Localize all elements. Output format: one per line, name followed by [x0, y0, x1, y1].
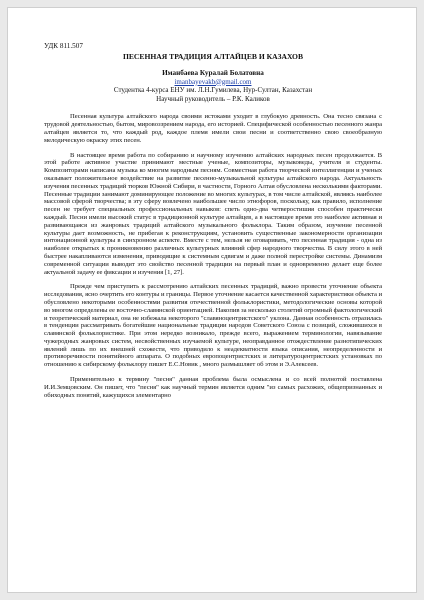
body-paragraph: В настоящее время работа по собиранию и научному изучению алтайских народных песен продолжается. В этой работе активное участие принимают местные ученые, композиторы, музыковеды, учителя и студенты. Композиторами написана музыка ко многим народным песням. Совместная работа творческой интеллигенции и ученых оказывает положительное воздействие на развитие песенно-музыкальной культуры алтайского народа. Актуальность изучения песенных традиций тюрков Южной Сибири, в частности, Горного Алтая обусловлена несколькими факторами. Песенные традиции занимают доминирующее положение во многих культурах, в том числе алтайской, являясь наиболее массовой сферой творчества; в эту сферу вовлечено наибольшее число этнофоров, поскольку, как правило, исполнение песен не требует специальных профессиональных навыков: спеть одно-два четверостишия способен практически каждый. Песни имели высокий статус в традиционной культуре алтайцев, а в настоящее время это наиболее активная и развивающаяся из жанровых традиций алтайского музыкального фольклора. Таким образом, изучение песенной культуры дает возможность, не прибегая к реконструкциям, установить существенные закономерности организации интонационной культуры в синхронном аспекте. Вместе с тем, нельзя не оговаривать, что песенная традиция - одна из наиболее открытых к проникновению различных культурных влияний сфер народного творчества. В силу этого в ней быстрее накапливаются изменения, приводящие к системным сдвигам и даже полной перестройке системы. Динамизм современной ситуации выводит это свойство песенной традиции на первый план и одновременно делает еще более актуальной задачу ее фиксации и изучения [1, 27]. — [44, 151, 382, 276]
document-page — [8, 8, 416, 592]
author-name: Иманбаева Куралай Болатовна — [162, 69, 264, 77]
udk-code: УДК 811.507 — [44, 42, 83, 50]
author-affiliation: Студентка 4-курса ЕНУ им. Л.Н.Гумилева, Нур-Султан, Казахстан — [113, 86, 313, 95]
body-paragraph: Применительно к термину "песня" данная проблема была осмыслена и со всей полнотой поставлена И.И.Земцовским. Он пишет, что "песня" как научный термин является одним "из самых расхожих, общепризнанных и обиходных понятий, кажущихся элементарно — [44, 376, 382, 399]
body-paragraph: Прежде чем приступить к рассмотрению алтайских песенных традиций, важно провести уточнение объекта исследования, ясно очертить его контуры и границы. Первое уточнение касается качественной характеристики объекта и обусловлено некоторыми особенностями развития отечественной фольклористики, методологические основы которой во многом определены ее восточно-славянской ориентацией. Накопив за несколько столетий огромный фактологический и теоретический материал, она не избежала некоторого "славяноцентристского" уклона. Данная особенность отразилась в тенденции рассматривать богатейшие национальные традиции народов Советского Союза с позиций, сложившихся в славянской фольклористике. При этом нередко возникало, прежде всего, выражением терминологии, навязывание чужеродных жанровых систем, несвойственных изучаемой культуре, неоправданное отождествление разнотипических явлений лишь по их внешней схожести, что приводило к неадекватности языка описания, неопределенности и противоречивости понятийного аппарата. О подобных европоцентристских и литературоцентристских установках по отношению к сибирскому фольклору пишет Е.С.Новик , много размышляет об этом и Э.Алексеев. — [44, 283, 382, 369]
body-paragraph: Песенная культура алтайского народа своими истоками уходит в глубокую древность. Она тесно связана с трудовой деятельностью, бытом, мировоззрением народа, его историей. Специфической особенностью песенного жанра алтайцев является то, что каждый род, каждое племя имели свои песни и соответственно свою своеобразную мелодическую окраску этих песен. — [44, 113, 382, 144]
author-email-link[interactable]: imanbayevakb@gmail.com — [174, 77, 252, 86]
article-title: ПЕСЕННАЯ ТРАДИЦИЯ АЛТАЙЦЕВ И КАЗАХОВ — [122, 52, 304, 61]
page-content — [44, 42, 382, 406]
scientific-supervisor: Научный руководитель – Р.К. Каликов — [156, 94, 270, 103]
article-body — [44, 113, 382, 399]
